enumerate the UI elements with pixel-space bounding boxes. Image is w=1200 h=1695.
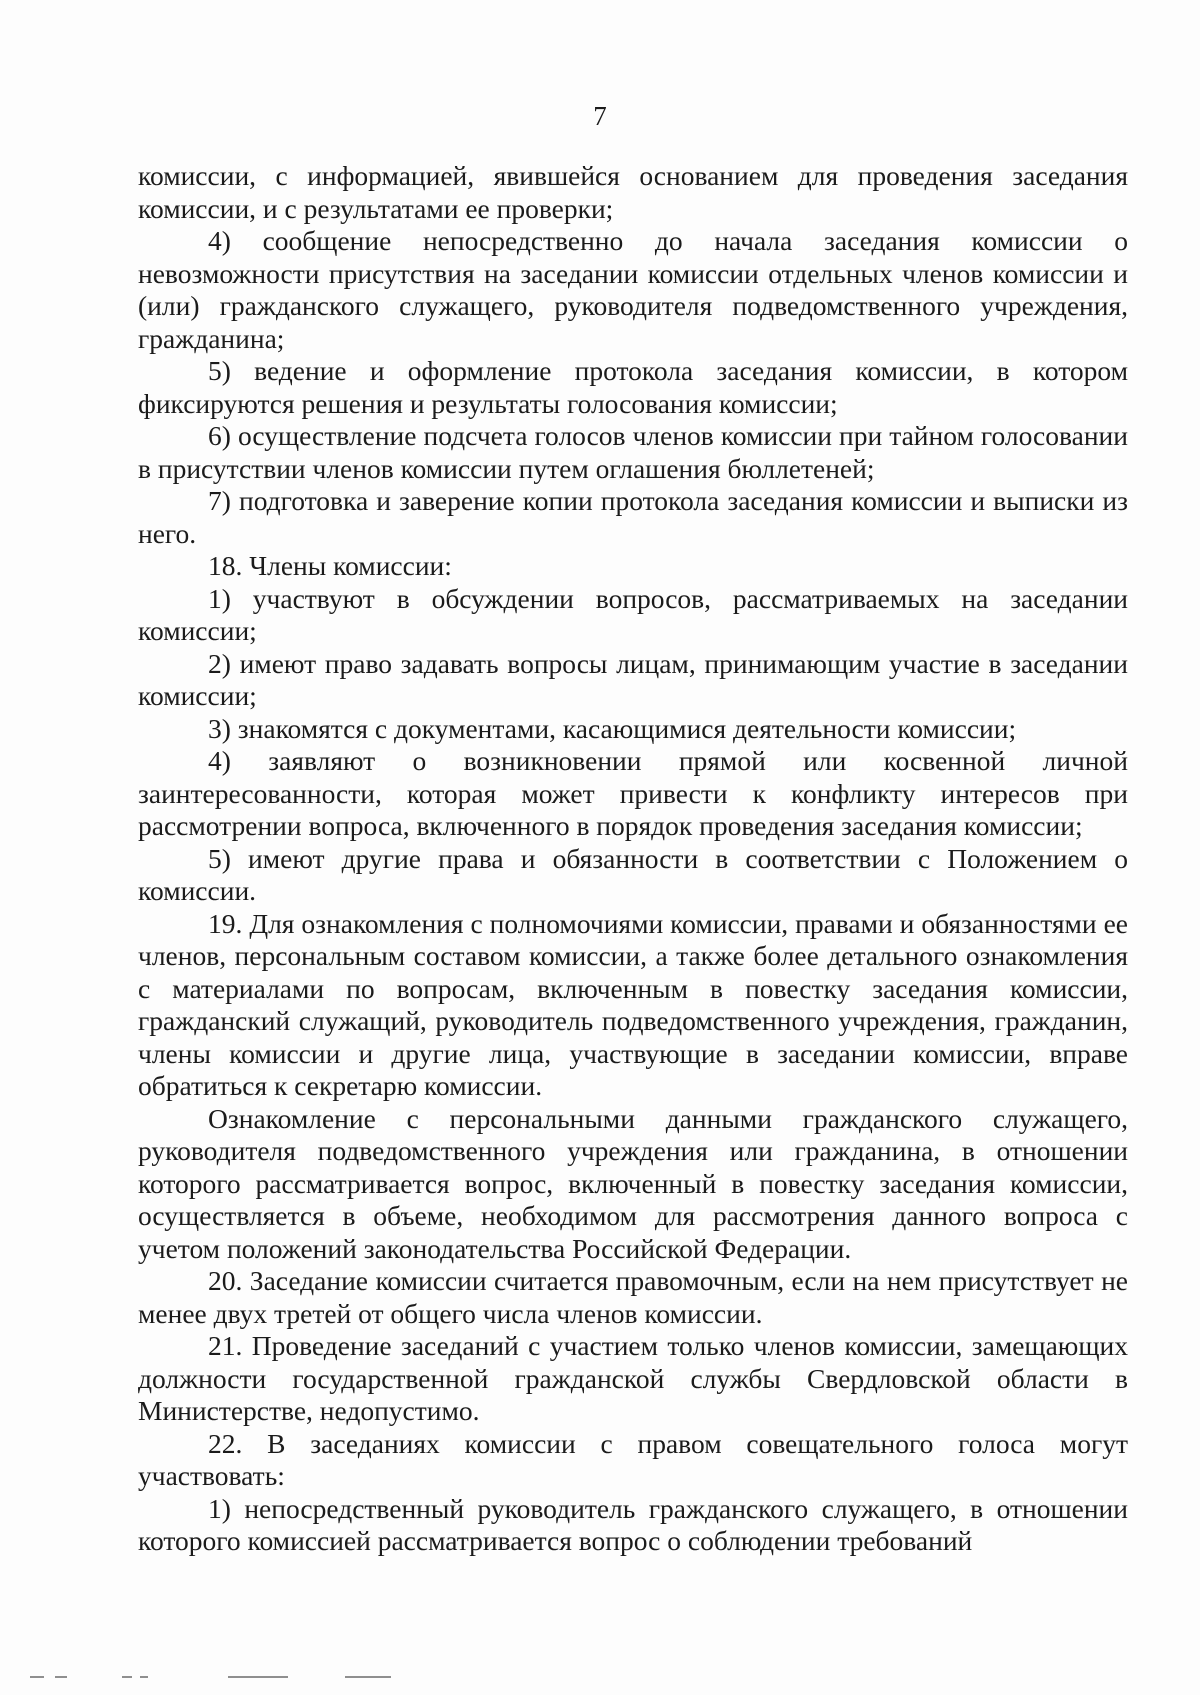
scan-mark [30, 1676, 44, 1678]
paragraph-16: 22. В заседаниях комиссии с правом совещательного голоса могут участвовать: [138, 1427, 1128, 1491]
paragraph-2: 4) сообщение непосредственно до начала заседания комиссии о невозможности присутствия на заседании комиссии отдельных членов комиссии и (или) гражданского служащего, руководителя подведомственного учреждения, гражданина; [138, 225, 1128, 354]
page-number: 7 [593, 101, 607, 131]
paragraph-1: комиссии, с информацией, явившейся основанием для проведения заседания комиссии, и с результатами ее проверки; [138, 160, 1128, 224]
paragraph-10: 4) заявляют о возникновении прямой или косвенной личной заинтересованности, которая может привести к конфликту интересов при рассмотрении вопроса, включенного в порядок проведения заседания комиссии; [138, 745, 1128, 841]
paragraph-12: 19. Для ознакомления с полномочиями комиссии, правами и обязанностями ее членов, персональным составом комиссии, а также более детального ознакомления с материалами по вопросам, включенным в повестку заседания комиссии, гражданский служащий, руководитель подведомственного учреждения, гражданин, члены комиссии и другие лица, участвующие в заседании комиссии, вправе обратиться к секретарю комиссии. [138, 907, 1128, 1101]
paragraph-9: 3) знакомятся с документами, касающимися деятельности комиссии; [208, 712, 1017, 744]
paragraph-13: Ознакомление с персональными данными гражданского служащего, руководителя подведомственного учреждения или гражданина, в отношении которого рассматривается вопрос, включенный в повестку заседания комиссии, осуществляется в объеме, необходимом для рассмотрения данного вопроса с учетом положений законодательства Российской Федерации. [138, 1102, 1128, 1264]
paragraph-8: 2) имеют право задавать вопросы лицам, принимающим участие в заседании комиссии; [138, 647, 1128, 711]
paragraph-3: 5) ведение и оформление протокола заседания комиссии, в котором фиксируются решения и результаты голосования комиссии; [138, 355, 1128, 419]
paragraph-11: 5) имеют другие права и обязанности в соответствии с Положением о комиссии. [138, 842, 1128, 906]
scan-footer-marks [0, 1676, 1200, 1682]
paragraph-15: 21. Проведение заседаний с участием только членов комиссии, замещающих должности государственной гражданской службы Свердловской области в Министерстве, недопустимо. [138, 1330, 1128, 1426]
paragraph-14: 20. Заседание комиссии считается правомочным, если на нем присутствует не менее двух третей от общего числа членов комиссии. [138, 1265, 1128, 1329]
paragraph-5: 7) подготовка и заверение копии протокола заседания комиссии и выписки из него. [138, 485, 1128, 549]
paragraph-7: 1) участвуют в обсуждении вопросов, рассматриваемых на заседании комиссии; [138, 582, 1128, 646]
scan-mark [55, 1676, 67, 1678]
paragraph-6: 18. Члены комиссии: [208, 550, 452, 581]
scan-mark [345, 1676, 391, 1678]
paragraph-17: 1) непосредственный руководитель гражданского служащего, в отношении которого комиссией рассматривается вопрос о соблюдении требований [138, 1492, 1128, 1556]
scan-mark [140, 1676, 148, 1678]
scan-mark [122, 1676, 132, 1678]
paragraph-4: 6) осуществление подсчета голосов членов комиссии при тайном голосовании в присутствии членов комиссии путем оглашения бюллетеней; [138, 420, 1128, 484]
scan-mark [228, 1676, 288, 1678]
document-body [138, 160, 1128, 1558]
